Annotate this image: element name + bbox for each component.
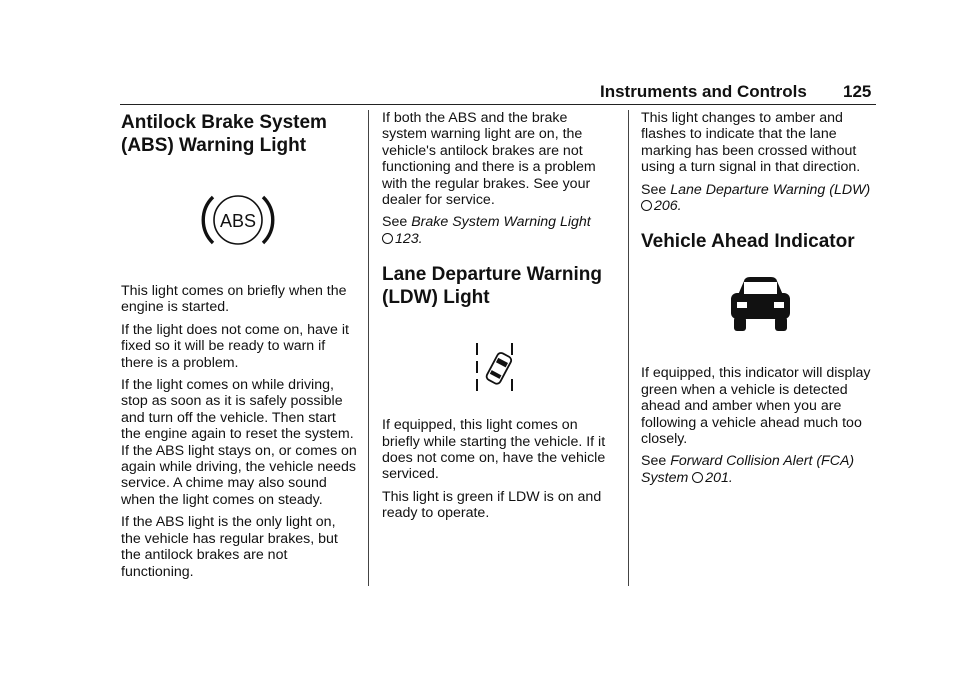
page-reference-icon	[382, 233, 393, 244]
see-label: See	[641, 181, 667, 198]
ldw-amber-paragraph: This light changes to amber and flashes to indicate that the lane marking has been crossed without using a turn signal in that direction.	[641, 110, 861, 176]
column-vehicle-ahead	[641, 110, 877, 492]
section-title: Instruments and Controls	[600, 82, 807, 101]
header-rule	[120, 104, 876, 105]
abs-paragraph-2: If the light does not come on, have it fixed so it will be ready to warn if there is a problem.	[121, 321, 349, 371]
ldw-heading-line1: Lane Departure Warning	[382, 264, 602, 286]
abs-paragraph-3: If the light comes on while driving, stop as soon as it is safely possible and turn off the vehicle. Then start the engine again to reset the system. If the ABS light stays on, or comes on again while driving, the vehicle needs service. A chime may also sound when the light comes on steady.	[121, 377, 357, 508]
ldw-paragraph-2: This light is green if LDW is on and ready to operate.	[382, 488, 602, 522]
page-ref-206[interactable]: 206.	[654, 198, 682, 215]
see-label: See	[382, 214, 408, 231]
abs-heading-line2: (ABS) Warning Light	[121, 135, 307, 156]
abs-warning-icon	[121, 157, 357, 277]
ldw-warning-icon	[382, 309, 614, 417]
column-abs	[121, 110, 357, 586]
page-number: 125	[843, 82, 872, 101]
page-ref-201[interactable]: 201.	[705, 469, 733, 486]
see-link-fca-line1[interactable]: Forward Collision Alert (FCA)	[670, 453, 855, 470]
column-divider	[368, 110, 369, 586]
page-reference-icon	[692, 472, 703, 483]
abs-icon-text: ABS	[219, 211, 257, 231]
brake-see-reference	[382, 214, 614, 247]
vehicle-ahead-icon	[641, 253, 877, 365]
abs-heading-line1: Antilock Brake System	[121, 112, 327, 133]
vehicle-ahead-paragraph: If equipped, this indicator will display green when a vehicle is detected ahead and amber when you are following a vehicle ahead much too closely.	[641, 365, 871, 448]
page-reference-icon	[641, 200, 652, 211]
brake-paragraph: If both the ABS and the brake system warning light are on, the vehicle's antilock brakes are not functioning and there is a problem with the regular brakes. See your dealer for service.	[382, 110, 596, 209]
abs-heading	[121, 111, 357, 157]
fca-see-reference	[641, 453, 877, 486]
ldw-heading	[382, 263, 614, 309]
page-ref-123[interactable]: 123.	[395, 230, 423, 247]
ldw-see-reference	[641, 182, 877, 215]
see-link-fca-line2[interactable]: System	[641, 469, 689, 486]
see-link-ldw[interactable]: Lane Departure Warning (LDW)	[670, 181, 871, 198]
column-ldw	[382, 110, 614, 528]
column-divider	[628, 110, 629, 586]
abs-paragraph-1: This light comes on briefly when the engine is started.	[121, 283, 347, 316]
see-label: See	[641, 453, 667, 470]
ldw-heading-line2: (LDW) Light	[382, 287, 490, 309]
ldw-paragraph-1: If equipped, this light comes on briefly while starting the vehicle. If it does not come on, have the vehicle serviced.	[382, 417, 606, 483]
abs-paragraph-4: If the ABS light is the only light on, the vehicle has regular brakes, but the antilock brakes are not functioning.	[121, 514, 338, 580]
see-link-brake-warning[interactable]: Brake System Warning Light	[411, 214, 591, 231]
vehicle-ahead-heading: Vehicle Ahead Indicator	[641, 231, 855, 253]
